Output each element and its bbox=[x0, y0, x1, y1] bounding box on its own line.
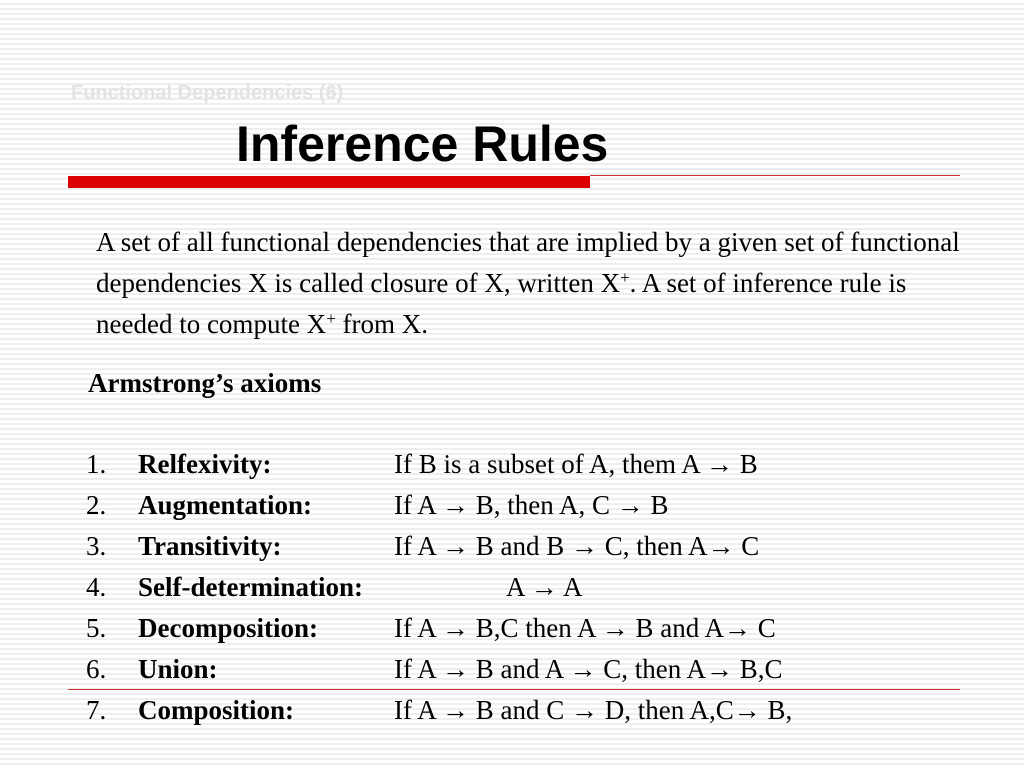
axiom-description: If A → B and A → C, then A→ B,C bbox=[394, 654, 783, 684]
slide-subtitle: Functional Dependencies (6) bbox=[71, 82, 344, 104]
axiom-name: Self-determination: bbox=[138, 572, 363, 602]
axiom-name: Relfexivity: bbox=[138, 449, 272, 479]
axioms-heading: Armstrong’s axioms bbox=[88, 368, 322, 398]
axiom-name: Composition: bbox=[138, 695, 295, 725]
axiom-description: If A → B,C then A → B and A→ C bbox=[394, 613, 776, 643]
axiom-description: A → A bbox=[506, 572, 583, 602]
axiom-description: If A → B and B → C, then A→ C bbox=[394, 531, 760, 561]
axiom-name: Augmentation: bbox=[138, 490, 312, 520]
axiom-number: 7. bbox=[86, 695, 107, 725]
closure-superscript-1: + bbox=[620, 268, 630, 287]
axiom-number: 3. bbox=[86, 531, 107, 561]
axiom-name: Transitivity: bbox=[138, 531, 282, 561]
footer-divider-line bbox=[68, 689, 960, 690]
axiom-description: If A → B, then A, C → B bbox=[394, 490, 669, 520]
intro-paragraph bbox=[96, 222, 976, 345]
intro-text-2: . A set of inference rule is needed to compute X bbox=[96, 268, 907, 339]
intro-text-1: A set of all functional dependencies that are implied by a given set of functional dependencies X is called closure of X, written X bbox=[96, 227, 960, 298]
title-accent-bar bbox=[68, 176, 590, 188]
axiom-name: Decomposition: bbox=[138, 613, 318, 643]
intro-text-3: from X. bbox=[335, 309, 429, 339]
axiom-description: If B is a subset of A, them A → B bbox=[394, 449, 758, 479]
title-divider-line bbox=[590, 175, 960, 176]
axiom-number: 1. bbox=[86, 449, 107, 479]
axiom-description: If A → B and C → D, then A,C→ B, bbox=[394, 695, 793, 725]
closure-superscript-2: + bbox=[326, 309, 336, 328]
axiom-number: 4. bbox=[86, 572, 107, 602]
axiom-number: 5. bbox=[86, 613, 107, 643]
axiom-number: 2. bbox=[86, 490, 107, 520]
slide-title: Inference Rules bbox=[236, 116, 609, 172]
axiom-number: 6. bbox=[86, 654, 107, 684]
axiom-name: Union: bbox=[138, 654, 218, 684]
